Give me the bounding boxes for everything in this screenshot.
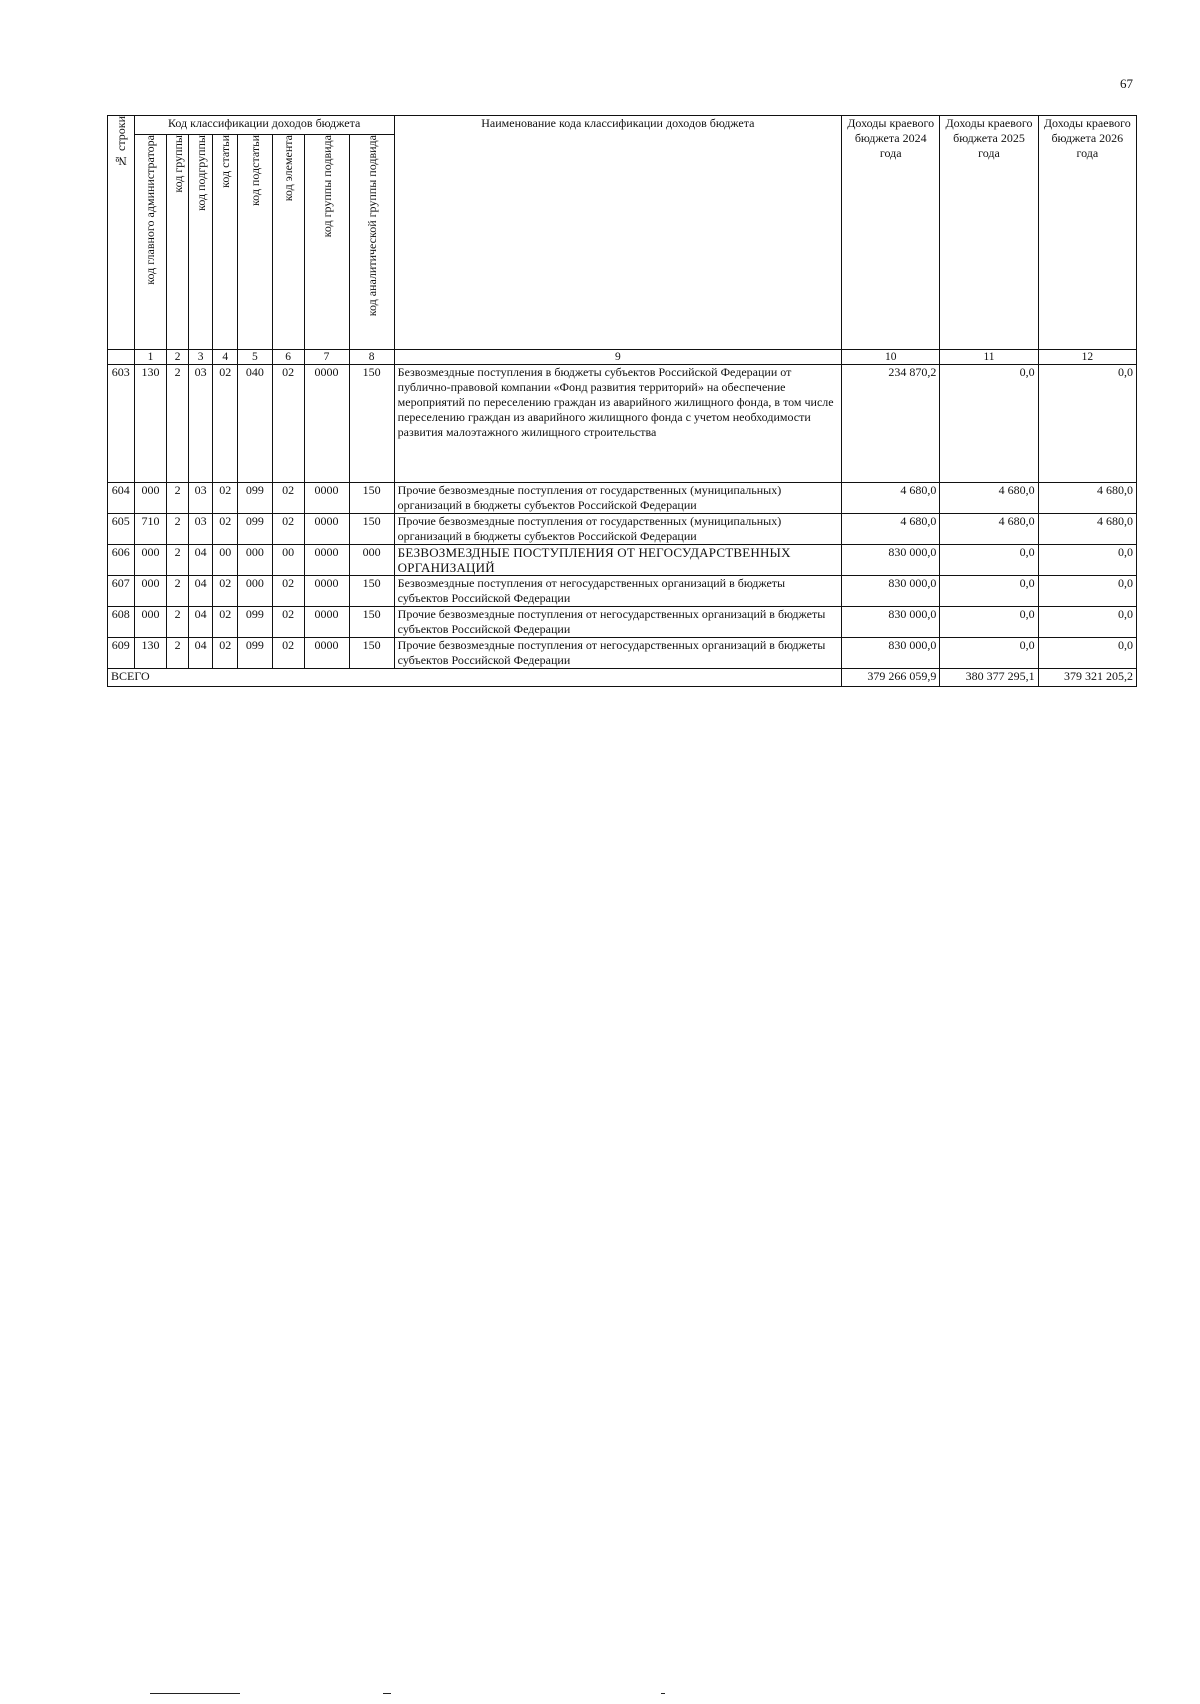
total-row [108,669,1137,687]
column-number: 1 [134,350,167,365]
revenue-2025-cell: 4 680,0 [940,483,1038,514]
analytic-group-code-cell: 150 [349,607,394,638]
group-code-cell: 2 [167,514,188,545]
revenue-2024-cell: 234 870,2 [842,365,940,483]
analytic-group-code-cell: 150 [349,483,394,514]
revenue-2024-cell: 4 680,0 [842,514,940,545]
column-number: 9 [394,350,841,365]
name-cell: Прочие безвозмездные поступления от негосударственных организаций в бюджеты субъектов Российской Федерации [394,607,841,638]
column-number: 12 [1038,350,1136,365]
name-cell: Безвозмездные поступления в бюджеты субъектов Российской Федерации от публично-правовой компании «Фонд развития территорий» на обеспечение мероприятий по переселению граждан из аварийного жилищного фонда, в том числе переселению граждан из аварийного жилищного фонда с учетом необходимости развития малоэтажного жилищного строительства [394,365,841,483]
revenue-2026-cell: 4 680,0 [1038,514,1136,545]
subtype-group-code-cell: 0000 [304,638,349,669]
name-cell: Безвозмездные поступления от негосударственных организаций в бюджеты субъектов Российской Федерации [394,576,841,607]
revenue-2025-cell: 0,0 [940,638,1038,669]
column-number: 6 [272,350,304,365]
table-row [108,483,1137,514]
subarticle-code-cell: 099 [237,483,272,514]
element-code-cell: 02 [272,514,304,545]
analytic-group-code-cell: 150 [349,365,394,483]
subtype-group-code-header: код группы подвида [304,135,349,350]
subgroup-code-cell: 03 [188,365,213,483]
column-number-blank [108,350,135,365]
group-code-cell: 2 [167,365,188,483]
subarticle-code-cell: 040 [237,365,272,483]
revenue-2024-cell: 830 000,0 [842,576,940,607]
page-number: 67 [1120,76,1133,91]
group-code-cell: 2 [167,607,188,638]
revenue-2024-cell: 830 000,0 [842,638,940,669]
revenue-2026-header: Доходы краевого бюджета 2026 года [1038,116,1136,350]
name-cell: Прочие безвозмездные поступления от государственных (муниципальных) организаций в бюджеты субъектов Российской Федерации [394,483,841,514]
article-code-cell: 02 [213,365,238,483]
subtype-group-code-cell: 0000 [304,365,349,483]
subarticle-code-cell: 099 [237,514,272,545]
article-code-cell: 02 [213,483,238,514]
table-row [108,545,1137,576]
name-column-header: Наименование кода классификации доходов бюджета [394,116,841,350]
column-number: 10 [842,350,940,365]
subarticle-code-cell: 099 [237,638,272,669]
subgroup-code-header: код подгруппы [188,135,213,350]
row-number-cell: 609 [108,638,135,669]
revenue-2025-cell: 0,0 [940,576,1038,607]
column-number: 8 [349,350,394,365]
article-code-cell: 02 [213,576,238,607]
column-number: 7 [304,350,349,365]
column-number: 2 [167,350,188,365]
revenue-2026-cell: 0,0 [1038,638,1136,669]
row-number-cell: 606 [108,545,135,576]
article-code-header: код статьи [213,135,238,350]
name-cell: Прочие безвозмездные поступления от государственных (муниципальных) организаций в бюджеты субъектов Российской Федерации [394,514,841,545]
subgroup-code-cell: 03 [188,514,213,545]
analytic-group-code-cell: 150 [349,638,394,669]
revenue-2024-header: Доходы краевого бюджета 2024 года [842,116,940,350]
analytic-group-code-cell: 150 [349,576,394,607]
admin-code-cell: 000 [134,545,167,576]
group-code-cell: 2 [167,483,188,514]
row-number-header: № строки [108,116,135,350]
subgroup-code-cell: 03 [188,483,213,514]
revenue-2025-cell: 0,0 [940,365,1038,483]
subgroup-code-cell: 04 [188,607,213,638]
element-code-cell: 02 [272,576,304,607]
admin-code-cell: 130 [134,638,167,669]
revenue-2024-cell: 4 680,0 [842,483,940,514]
revenue-2026-cell: 0,0 [1038,365,1136,483]
analytic-group-code-header: код аналитической группы подвида [349,135,394,350]
article-code-cell: 02 [213,638,238,669]
column-number: 4 [213,350,238,365]
subtype-group-code-cell: 0000 [304,607,349,638]
total-y2024-cell: 379 266 059,9 [842,669,940,687]
subtype-group-code-cell: 0000 [304,545,349,576]
element-code-cell: 02 [272,607,304,638]
table-row [108,365,1137,483]
total-label: ВСЕГО [108,669,842,687]
row-number-cell: 608 [108,607,135,638]
total-y2025-cell: 380 377 295,1 [940,669,1038,687]
subarticle-code-cell: 000 [237,576,272,607]
column-number: 11 [940,350,1038,365]
table-row [108,514,1137,545]
revenue-2025-cell: 0,0 [940,607,1038,638]
analytic-group-code-cell: 150 [349,514,394,545]
group-code-cell: 2 [167,545,188,576]
column-number: 5 [237,350,272,365]
row-number-cell: 607 [108,576,135,607]
admin-code-cell: 000 [134,607,167,638]
group-code-cell: 2 [167,638,188,669]
subgroup-code-cell: 04 [188,545,213,576]
element-code-cell: 02 [272,638,304,669]
article-code-cell: 00 [213,545,238,576]
subgroup-code-cell: 04 [188,638,213,669]
subtype-group-code-cell: 0000 [304,514,349,545]
subgroup-code-cell: 04 [188,576,213,607]
revenue-2026-cell: 4 680,0 [1038,483,1136,514]
total-y2026-cell: 379 321 205,2 [1038,669,1136,687]
article-code-cell: 02 [213,607,238,638]
element-code-cell: 02 [272,483,304,514]
subarticle-code-header: код подстатьи [237,135,272,350]
row-number-cell: 603 [108,365,135,483]
subarticle-code-cell: 099 [237,607,272,638]
budget-revenue-table [107,115,1137,687]
column-number: 3 [188,350,213,365]
admin-code-cell: 000 [134,483,167,514]
revenue-2025-header: Доходы краевого бюджета 2025 года [940,116,1038,350]
table-row [108,607,1137,638]
admin-code-cell: 000 [134,576,167,607]
element-code-cell: 00 [272,545,304,576]
revenue-2024-cell: 830 000,0 [842,607,940,638]
subtype-group-code-cell: 0000 [304,576,349,607]
article-code-cell: 02 [213,514,238,545]
revenue-2026-cell: 0,0 [1038,576,1136,607]
element-code-cell: 02 [272,365,304,483]
revenue-2025-cell: 0,0 [940,545,1038,576]
name-cell: Прочие безвозмездные поступления от негосударственных организаций в бюджеты субъектов Российской Федерации [394,638,841,669]
revenue-2024-cell: 830 000,0 [842,545,940,576]
table-row [108,576,1137,607]
element-code-header: код элемента [272,135,304,350]
admin-code-cell: 710 [134,514,167,545]
row-number-cell: 605 [108,514,135,545]
revenue-2025-cell: 4 680,0 [940,514,1038,545]
subtype-group-code-cell: 0000 [304,483,349,514]
admin-code-header: код главного администратора [134,135,167,350]
subarticle-code-cell: 000 [237,545,272,576]
revenue-2026-cell: 0,0 [1038,607,1136,638]
analytic-group-code-cell: 000 [349,545,394,576]
admin-code-cell: 130 [134,365,167,483]
classification-group-header: Код классификации доходов бюджета [134,116,394,135]
group-code-header: код группы [167,135,188,350]
name-cell: БЕЗВОЗМЕЗДНЫЕ ПОСТУПЛЕНИЯ ОТ НЕГОСУДАРСТВЕННЫХ ОРГАНИЗАЦИЙ [394,545,841,576]
scan-footer-marks [0,1693,1200,1697]
table-row [108,638,1137,669]
group-code-cell: 2 [167,576,188,607]
row-number-cell: 604 [108,483,135,514]
revenue-2026-cell: 0,0 [1038,545,1136,576]
